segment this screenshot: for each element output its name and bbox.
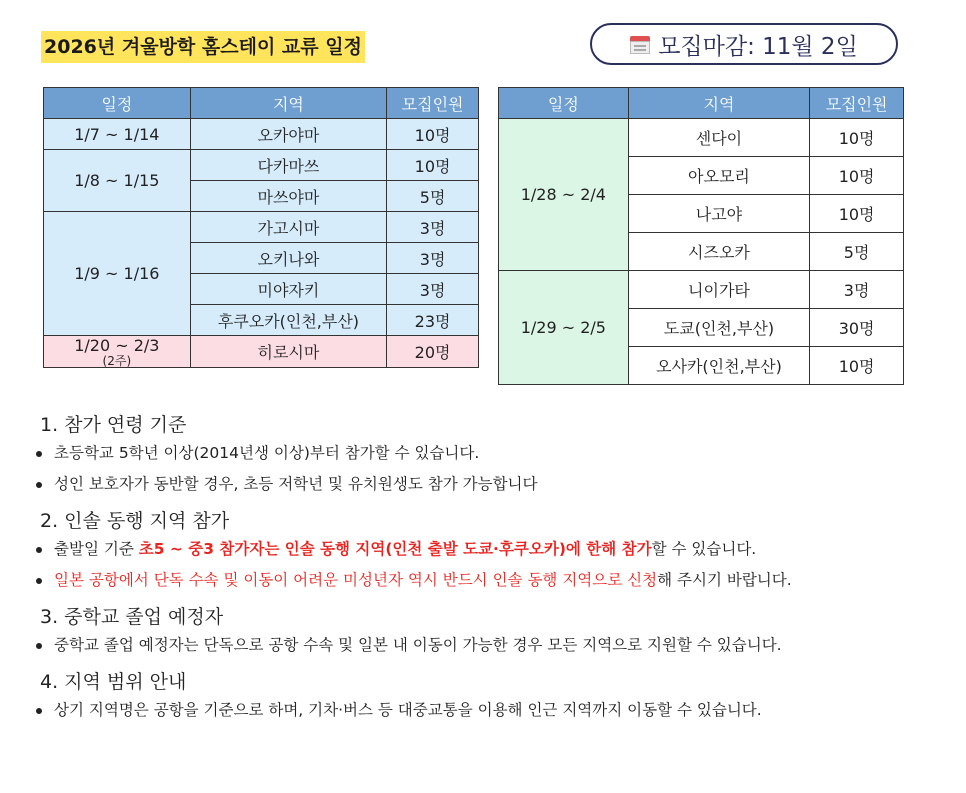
bullet-item xyxy=(28,635,948,655)
table-row xyxy=(44,336,479,368)
table-row xyxy=(44,212,479,243)
header-capacity: 모집인원 xyxy=(387,88,479,119)
bullet-text: 상기 지역명은 공항을 기준으로 하며, 기차·버스 등 대중교통을 이용해 인근 지역까지 이동할 수 있습니다. xyxy=(54,701,762,719)
bullet-list xyxy=(28,700,948,720)
capacity-cell: 10명 xyxy=(810,347,904,385)
region-cell: 센다이 xyxy=(628,119,810,157)
period-cell xyxy=(44,119,191,150)
bullet-list xyxy=(28,635,948,655)
capacity-cell: 3명 xyxy=(810,271,904,309)
table-row xyxy=(44,119,479,150)
table-row xyxy=(44,150,479,181)
capacity-cell: 20명 xyxy=(387,336,479,368)
region-cell: 마쓰야마 xyxy=(190,181,387,212)
region-cell: 미야자키 xyxy=(190,274,387,305)
period-cell xyxy=(499,271,629,385)
table-header-row xyxy=(44,88,479,119)
period-text: 1/9 ~ 1/16 xyxy=(74,264,160,283)
page-title: 2026년 겨울방학 홈스테이 교류 일정 xyxy=(41,31,365,63)
region-cell: 히로시마 xyxy=(190,336,387,368)
capacity-cell: 10명 xyxy=(387,150,479,181)
period-cell xyxy=(44,336,191,368)
period-text: 1/20 ~ 2/3 xyxy=(74,336,160,355)
period-text: 1/7 ~ 1/14 xyxy=(74,124,160,144)
bullet-list xyxy=(28,539,948,590)
capacity-cell: 10명 xyxy=(810,157,904,195)
region-cell: 도쿄(인천,부산) xyxy=(628,309,810,347)
header-capacity: 모집인원 xyxy=(810,88,904,119)
period-cell xyxy=(499,119,629,271)
period-text: 1/28 ~ 2/4 xyxy=(520,185,606,204)
region-cell: 후쿠오카(인천,부산) xyxy=(190,305,387,336)
region-cell: 가고시마 xyxy=(190,212,387,243)
bullet-text: 성인 보호자가 동반할 경우, 초등 저학년 및 유치원생도 참가 가능합니다 xyxy=(54,475,538,493)
bullet-text: 일본 공항에서 단독 수속 및 이동이 어려운 미성년자 역시 반드시 인솔 동행 지역으로 신청 xyxy=(54,571,658,589)
region-cell: 시즈오카 xyxy=(628,233,810,271)
region-cell: 나고야 xyxy=(628,195,810,233)
table-header-row xyxy=(499,88,904,119)
capacity-cell: 3명 xyxy=(387,274,479,305)
deadline-badge xyxy=(590,23,898,65)
capacity-cell: 30명 xyxy=(810,309,904,347)
period-text: 1/8 ~ 1/15 xyxy=(74,171,160,190)
deadline-text: 모집마감: 11월 2일 xyxy=(658,33,858,60)
region-cell: 오카야마 xyxy=(190,119,387,150)
region-cell: 다카마쓰 xyxy=(190,150,387,181)
section-heading: 1. 참가 연령 기준 xyxy=(40,414,187,436)
capacity-cell: 23명 xyxy=(387,305,479,336)
section-heading: 4. 지역 범위 안내 xyxy=(40,671,187,693)
table-row xyxy=(499,119,904,157)
period-cell xyxy=(44,150,191,212)
capacity-cell: 10명 xyxy=(810,119,904,157)
period-text: 1/29 ~ 2/5 xyxy=(520,318,606,337)
bullet-text: 초등학교 5학년 이상(2014년생 이상)부터 참가할 수 있습니다. xyxy=(54,444,480,462)
period-cell xyxy=(44,212,191,336)
capacity-cell: 10명 xyxy=(810,195,904,233)
section-heading: 3. 중학교 졸업 예정자 xyxy=(40,606,224,628)
bullet-text: 해 주시기 바랍니다. xyxy=(657,571,792,589)
region-cell: 니이가타 xyxy=(628,271,810,309)
bullet-text: 할 수 있습니다. xyxy=(651,540,757,558)
bullet-list xyxy=(28,443,948,494)
bullet-item xyxy=(28,570,948,590)
bullet-text: 중학교 졸업 예정자는 단독으로 공항 수속 및 일본 내 이동이 가능한 경우 모든 지역으로 지원할 수 있습니다. xyxy=(54,636,782,654)
capacity-cell: 10명 xyxy=(387,119,479,150)
capacity-cell: 5명 xyxy=(387,181,479,212)
capacity-cell: 5명 xyxy=(810,233,904,271)
header-region: 지역 xyxy=(628,88,810,119)
bullet-item xyxy=(28,443,948,463)
header-region: 지역 xyxy=(190,88,387,119)
capacity-cell: 3명 xyxy=(387,212,479,243)
bullet-item xyxy=(28,539,948,559)
region-cell: 오사카(인천,부산) xyxy=(628,347,810,385)
bullet-item xyxy=(28,700,948,720)
header-period: 일정 xyxy=(499,88,629,119)
notice-sections xyxy=(28,412,948,731)
period-note: (2주) xyxy=(102,354,132,368)
schedule-table-left xyxy=(43,87,479,368)
table-row xyxy=(499,271,904,309)
header-period: 일정 xyxy=(44,88,191,119)
schedule-table-right xyxy=(498,87,904,385)
bullet-text: 초5 ~ 중3 참가자는 인솔 동행 지역(인천 출발 도쿄·후쿠오카)에 한해 참가 xyxy=(138,540,652,558)
bullet-text: 출발일 기준 xyxy=(54,540,139,558)
section-heading: 2. 인솔 동행 지역 참가 xyxy=(40,510,230,532)
bullet-item xyxy=(28,474,948,494)
region-cell: 아오모리 xyxy=(628,157,810,195)
calendar-icon xyxy=(630,34,650,54)
capacity-cell: 3명 xyxy=(387,243,479,274)
region-cell: 오키나와 xyxy=(190,243,387,274)
